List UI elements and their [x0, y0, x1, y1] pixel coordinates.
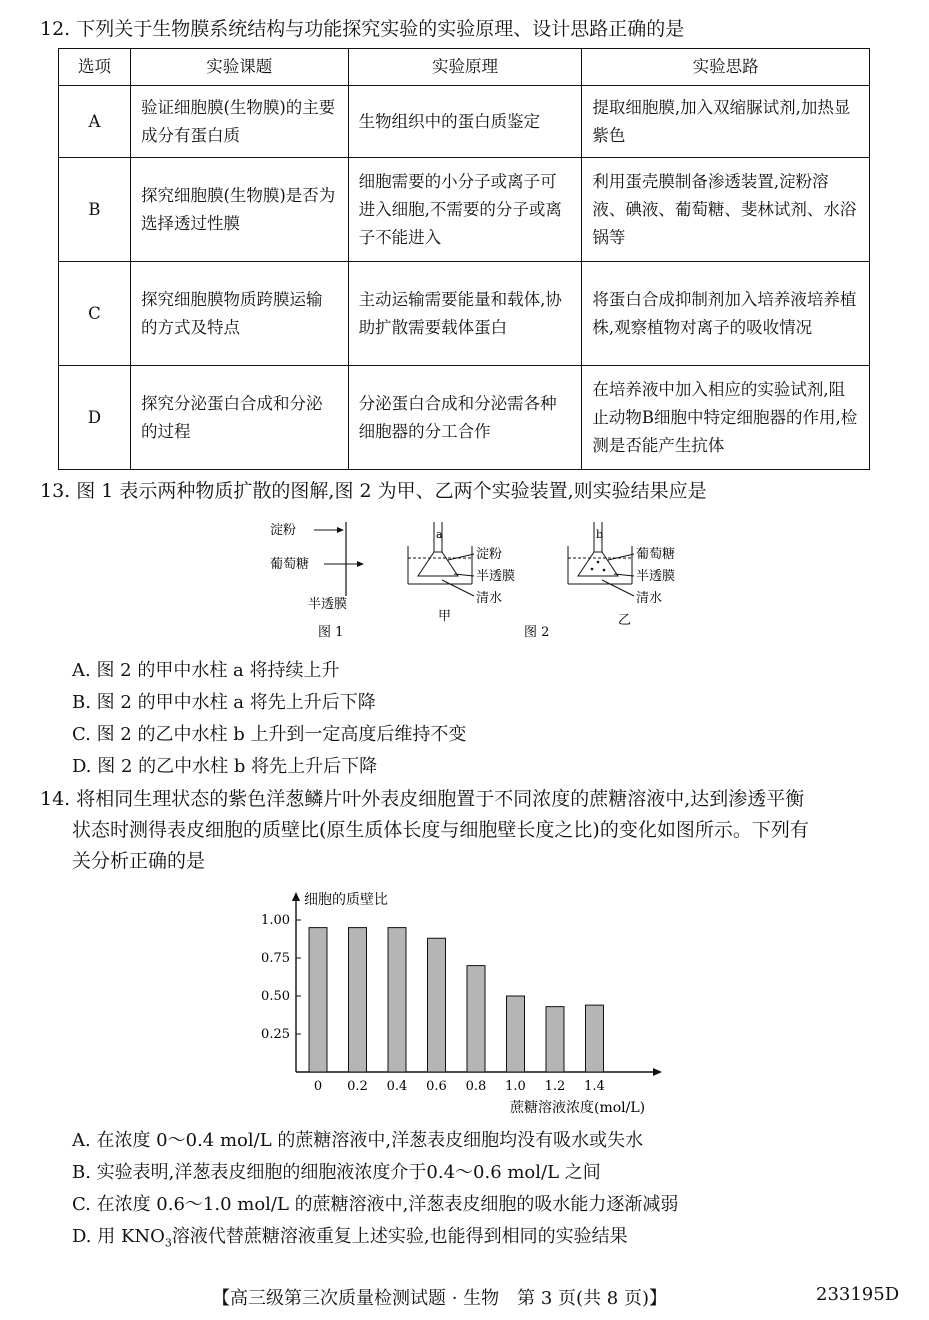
x-tick-label: 0.6 — [426, 1079, 447, 1094]
fig2-caption: 图 2 — [524, 625, 550, 640]
table-header: 选项 — [59, 49, 131, 86]
figure-1 — [270, 522, 364, 640]
bar — [507, 996, 525, 1072]
q12-stem: 12. 下列关于生物膜系统结构与功能探究实验的实验原理、设计思路正确的是 — [40, 18, 685, 40]
q14-option-d-sub: 3 — [164, 1236, 172, 1250]
column-b-label: b — [596, 528, 604, 541]
bar — [546, 1007, 564, 1072]
table-row — [59, 366, 870, 470]
row-principle: 分泌蛋白合成和分泌需各种细胞器的分工合作 — [348, 366, 582, 470]
apparatus-yi — [568, 522, 675, 628]
bar — [309, 928, 327, 1072]
x-tick-label: 1.0 — [505, 1079, 526, 1094]
q14-option-c: C. 在浓度 0.6～1.0 mol/L 的蔗糖溶液中,洋葱表皮细胞的吸水能力逐渐减弱 — [72, 1194, 679, 1215]
q14-stem-line1: 14. 将相同生理状态的紫色洋葱鳞片叶外表皮细胞置于不同浓度的蔗糖溶液中,达到渗透平衡 — [40, 788, 805, 810]
jia-label: 甲 — [438, 609, 452, 624]
q13-option-c: C. 图 2 的乙中水柱 b 上升到一定高度后维持不变 — [72, 724, 467, 745]
x-tick-label: 0.2 — [347, 1079, 368, 1094]
row-principle: 细胞需要的小分子或离子可进入细胞,不需要的分子或离子不能进入 — [348, 158, 582, 262]
jia-membrane-label: 半透膜 — [476, 569, 516, 584]
fig1-caption: 图 1 — [318, 625, 344, 640]
row-idea: 将蛋白合成抑制剂加入培养液培养植株,观察植物对离子的吸收情况 — [582, 262, 870, 366]
plasmolysis-bar-chart — [258, 884, 678, 1120]
y-tick-label: 1.00 — [261, 913, 290, 928]
row-option: C — [59, 262, 131, 366]
y-tick-label: 0.50 — [261, 989, 290, 1004]
q14-option-d — [72, 1222, 628, 1259]
row-idea: 提取细胞膜,加入双缩脲试剂,加热显紫色 — [582, 86, 870, 158]
table-header: 实验原理 — [348, 49, 582, 86]
table-row — [59, 262, 870, 366]
bar — [586, 1005, 604, 1072]
row-idea: 在培养液中加入相应的实验试剂,阻止动物B细胞中特定细胞器的作用,检测是否能产生抗体 — [582, 366, 870, 470]
row-idea: 利用蛋壳膜制备渗透装置,淀粉溶液、碘液、葡萄糖、斐林试剂、水浴锅等 — [582, 158, 870, 262]
fig1-membrane-label: 半透膜 — [308, 597, 348, 612]
row-principle: 生物组织中的蛋白质鉴定 — [348, 86, 582, 158]
row-topic: 探究细胞膜物质跨膜运输的方式及特点 — [130, 262, 348, 366]
bar — [388, 928, 406, 1072]
chart-xlabel: 蔗糖溶液浓度(mol/L) — [510, 1100, 646, 1116]
jia-water-label: 清水 — [476, 591, 503, 606]
bar — [467, 966, 485, 1072]
footer-code: 233195D — [816, 1284, 900, 1305]
yi-glucose-label: 葡萄糖 — [636, 547, 676, 562]
q13-option-d: D. 图 2 的乙中水柱 b 将先上升后下降 — [72, 756, 378, 777]
q14-option-a: A. 在浓度 0～0.4 mol/L 的蔗糖溶液中,洋葱表皮细胞均没有吸水或失水 — [72, 1130, 644, 1151]
x-tick-label: 0.8 — [465, 1079, 487, 1094]
x-tick-label: 1.4 — [584, 1079, 605, 1094]
diffusion-figure — [262, 516, 702, 646]
chart-ylabel: 细胞的质壁比 — [304, 892, 388, 908]
y-tick-label: 0.75 — [261, 951, 290, 966]
q14-stem-line2: 状态时测得表皮细胞的质壁比(原生质体长度与细胞壁长度之比)的变化如图所示。下列有 — [72, 819, 809, 841]
row-option: D — [59, 366, 131, 470]
row-option: B — [59, 158, 131, 262]
y-tick-label: 0.25 — [261, 1027, 290, 1042]
yi-membrane-label: 半透膜 — [636, 569, 676, 584]
x-tick-label: 1.2 — [544, 1079, 566, 1094]
q13-option-b: B. 图 2 的甲中水柱 a 将先上升后下降 — [72, 692, 376, 713]
table-row — [59, 158, 870, 262]
q14-option-d-pre: D. 用 KNO — [72, 1226, 165, 1247]
yi-label: 乙 — [618, 613, 632, 628]
fig1-starch-label: 淀粉 — [270, 523, 297, 538]
table-row — [59, 86, 870, 158]
bar — [428, 938, 446, 1072]
bar — [349, 928, 367, 1072]
q14-option-b: B. 实验表明,洋葱表皮细胞的细胞液浓度介于0.4～0.6 mol/L 之间 — [72, 1162, 601, 1183]
row-option: A — [59, 86, 131, 158]
row-topic: 探究分泌蛋白合成和分泌的过程 — [130, 366, 348, 470]
row-principle: 主动运输需要能量和载体,协助扩散需要载体蛋白 — [348, 262, 582, 366]
fig1-glucose-label: 葡萄糖 — [270, 557, 310, 572]
column-a-label: a — [436, 528, 443, 541]
apparatus-jia — [408, 522, 515, 624]
q13-option-a: A. 图 2 的甲中水柱 a 将持续上升 — [72, 660, 340, 681]
jia-starch-label: 淀粉 — [476, 547, 503, 562]
row-topic: 探究细胞膜(生物膜)是否为选择透过性膜 — [130, 158, 348, 262]
yi-water-label: 清水 — [636, 591, 663, 606]
q14-option-d-post: 溶液代替蔗糖溶液重复上述实验,也能得到相同的实验结果 — [171, 1226, 628, 1247]
footer-title: 【高三级第三次质量检测试题 · 生物 第 3 页(共 8 页)】 — [212, 1288, 667, 1309]
y-axis-arrow — [292, 892, 300, 901]
chart-bars — [309, 928, 604, 1072]
table-header: 实验思路 — [582, 49, 870, 86]
table-header: 实验课题 — [130, 49, 348, 86]
q14-stem-line3: 关分析正确的是 — [72, 850, 206, 872]
x-tick-label: 0.4 — [386, 1079, 408, 1094]
q13-stem: 13. 图 1 表示两种物质扩散的图解,图 2 为甲、乙两个实验装置,则实验结果应是 — [40, 480, 707, 502]
x-axis-arrow — [653, 1068, 662, 1076]
experiment-table — [58, 48, 870, 470]
row-topic: 验证细胞膜(生物膜)的主要成分有蛋白质 — [130, 86, 348, 158]
x-tick-label: 0 — [313, 1079, 323, 1094]
